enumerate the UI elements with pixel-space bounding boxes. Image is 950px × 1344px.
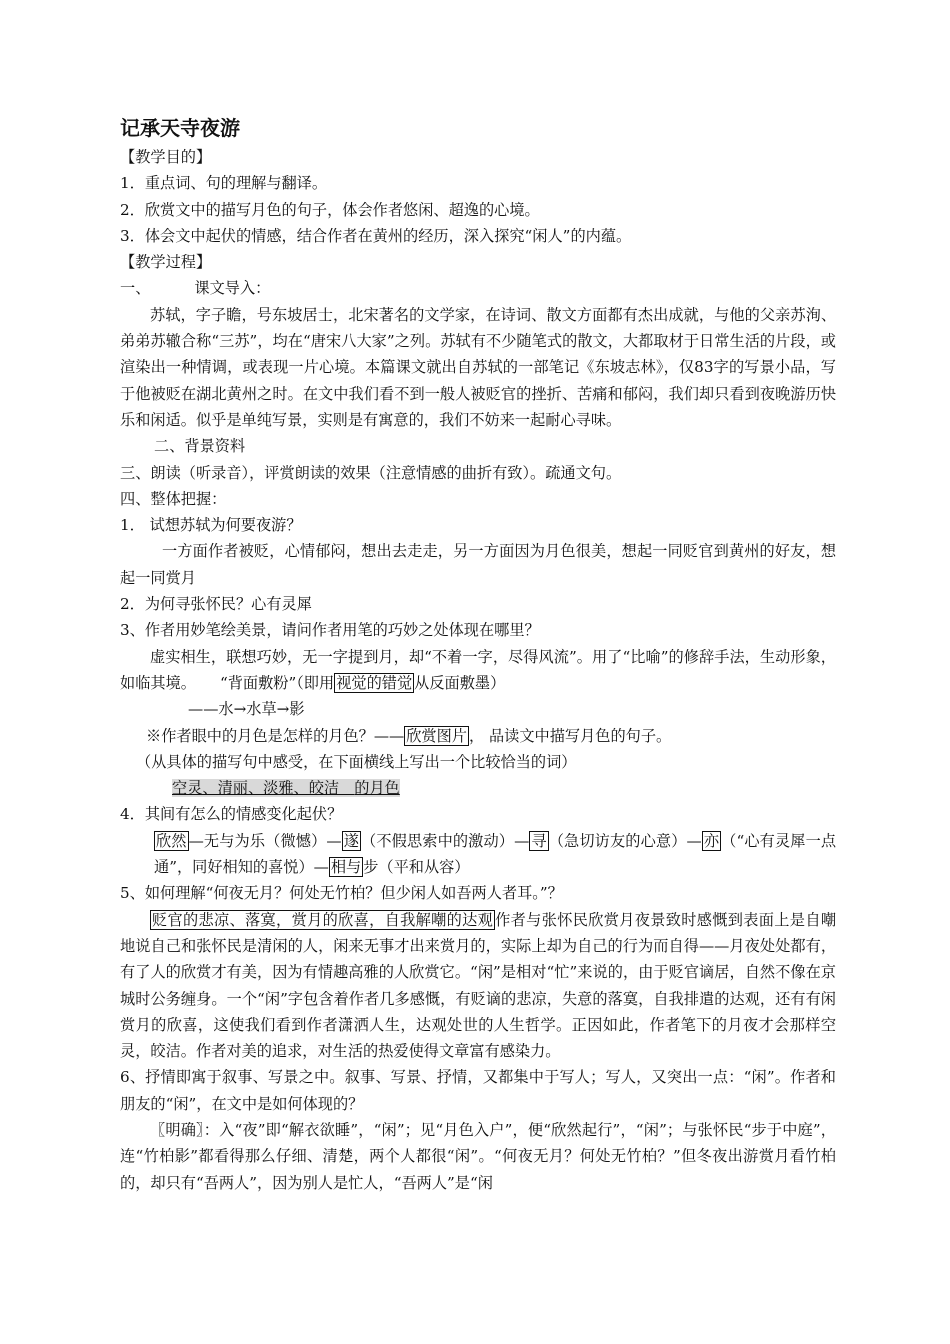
- step-2-heading: 二、背景资料: [154, 437, 246, 456]
- question-1: 1． 试想苏轼为何要夜游？: [120, 516, 302, 535]
- fill-instruction: （从具体的描写句中感受，在下面横线上写出一个比较恰当的词）: [136, 752, 577, 771]
- moon-question-text: ※作者眼中的月色是怎样的月色？——: [146, 726, 405, 745]
- emotion-term-5: 相与: [330, 858, 362, 877]
- question-6: 6、抒情即寓于叙事、写景之中。叙事、写景、抒情，又都集中于写人；写人，又突出一点：“闲”。作者和朋友的“闲”，在文中是如何体现的？: [120, 1068, 836, 1113]
- objective-3: 3．体会文中起伏的情感，结合作者在黄州的经历，深入探究“闲人”的内蕴。: [120, 226, 632, 245]
- question-4: 4．其间有怎么的情感变化起伏？: [120, 805, 343, 824]
- objective-1: 1．重点词、句的理解与翻译。: [120, 174, 328, 193]
- step-3-heading: 三、朗读（听录音），评赏朗读的效果（注意情感的曲折有致）。疏通文句。: [120, 463, 622, 482]
- answer-6: 〖明确〗：入“夜”即“解衣欲睡”，“闲”；见“月色入户”，便“欣然起行”，“闲”；与张怀民“步于中庭”，连“竹柏影”都看得那么仔细、清楚，两个人都很“闲”。“何夜无月？何处无竹柏？”但冬夜出游赏月看竹柏的，却只有“吾两人”，因为别人是忙人，“吾两人”是“闲: [120, 1120, 836, 1192]
- emotion-desc-5: 步（平和从容）: [363, 858, 470, 877]
- imagery-chain: ——水→水草→影: [188, 700, 305, 719]
- emotion-term-1: 欣然: [156, 831, 187, 850]
- answer-3-boxed-term: 视觉的错觉: [336, 673, 413, 692]
- question-2: 2．为何寻张怀民？心有灵犀: [120, 595, 312, 614]
- answer-3-text: 虚实相生，联想巧妙，无一字提到月，却“不着一字，尽得风流”。用了“比喻”的修辞手法，生动形象，如临其境。: [120, 647, 836, 692]
- question-3: 3、作者用妙笔绘美景，请问作者用笔的巧妙之处体现在哪里？: [120, 621, 540, 640]
- emotion-chain: [120, 828, 836, 881]
- section-heading-process: 【教学过程】: [120, 253, 212, 272]
- fill-answer-suffix: 的月色: [354, 779, 400, 798]
- step-4-heading: 四、整体把握：: [120, 489, 227, 508]
- emotion-desc-2: （不假思索中的激动）—: [361, 831, 530, 850]
- emotion-desc-3: （急切访友的心意）—: [548, 831, 702, 850]
- view-pictures-box: 欣赏图片: [406, 726, 467, 745]
- emotion-term-4: 亦: [703, 831, 720, 850]
- emotion-term-3: 寻: [531, 831, 547, 850]
- answer-1: 一方面作者被贬，心情郁闷，想出去走走，另一方面因为月色很美，想起一同贬官到黄州的好友，想起一同赏月: [120, 542, 836, 587]
- fill-answer-line: [120, 775, 836, 801]
- step-1-number: 一、: [120, 279, 151, 298]
- emotion-desc-4: （“心有灵犀一点通”，同好相知的喜悦）—: [154, 831, 837, 877]
- step-1-text: 课文导入：: [194, 279, 271, 298]
- answer-3: [120, 644, 836, 697]
- answer-3-quote: “背面敷粉”（即用: [219, 673, 335, 692]
- answer-3-end: 从反面敷墨）: [414, 673, 506, 692]
- answer-5-text: 作者与张怀民欣赏月夜景致时感慨到表面上是自嘲地说自己和张怀民是清闲的人，闲来无事才出来赏月的，实际上却为自己的行为而自得——月夜处处都有，有了人的欣赏才有美，因为有情趣高雅的人欣赏它。“闲”是相对“忙”来说的，由于贬官谪居，自然不像在京城时公务缠身。一个“闲”字包含着作者几多感慨，有贬谪的悲凉，失意的落寞，自我排遣的达观，还有有闲赏月的欣喜，这使我们看到作者潇洒人生，达观处世的人生哲学。正因如此，作者笔下的月夜才会那样空灵，皎洁。作者对美的追求，对生活的热爱使得文章富有感染力。: [120, 910, 837, 1061]
- emotion-desc-1: —无与为乐（微憾）—: [188, 831, 342, 850]
- step-1-heading: [120, 275, 836, 301]
- emotion-term-2: 遂: [343, 831, 360, 850]
- moon-question-end: ， 品读文中描写月色的句子。: [468, 726, 672, 745]
- section-heading-objectives: 【教学目的】: [120, 148, 212, 166]
- moon-question: [120, 723, 836, 749]
- question-5: 5、如何理解“何夜无月？何处无竹柏？但少闲人如吾两人者耳。”？: [120, 884, 563, 903]
- answer-5: [120, 907, 836, 1065]
- intro-paragraph: 苏轼，字子瞻，号东坡居士，北宋著名的文学家，在诗词、散文方面都有杰出成就，与他的父亲苏洵、弟弟苏辙合称“三苏”，均在“唐宋八大家”之列。苏轼有不少随笔式的散文，大都取材于日常生活的片段，或渲染出一种情调，或表现一片心境。本篇课文就出自苏轼的一部笔记《东坡志林》，仅83字的写景小品，写于他被贬在湖北黄州之时。在文中我们看不到一般人被贬官的挫折、苦痛和郁闷，我们却只看到夜晚游历快乐和闲适。似乎是单纯写景，实则是有寓意的，我们不妨来一起耐心寻味。: [120, 305, 836, 429]
- document-body: [120, 112, 836, 1196]
- objective-2: 2．欣赏文中的描写月色的句子，体会作者悠闲、超逸的心境。: [120, 200, 540, 219]
- fill-answer: 空灵、清丽、淡雅、皎洁: [172, 779, 355, 798]
- answer-5-boxed-summary: 贬官的悲凉、落寞，赏月的欣喜，自我解嘲的达观: [152, 910, 494, 929]
- document-title: 记承天寺夜游: [120, 116, 240, 140]
